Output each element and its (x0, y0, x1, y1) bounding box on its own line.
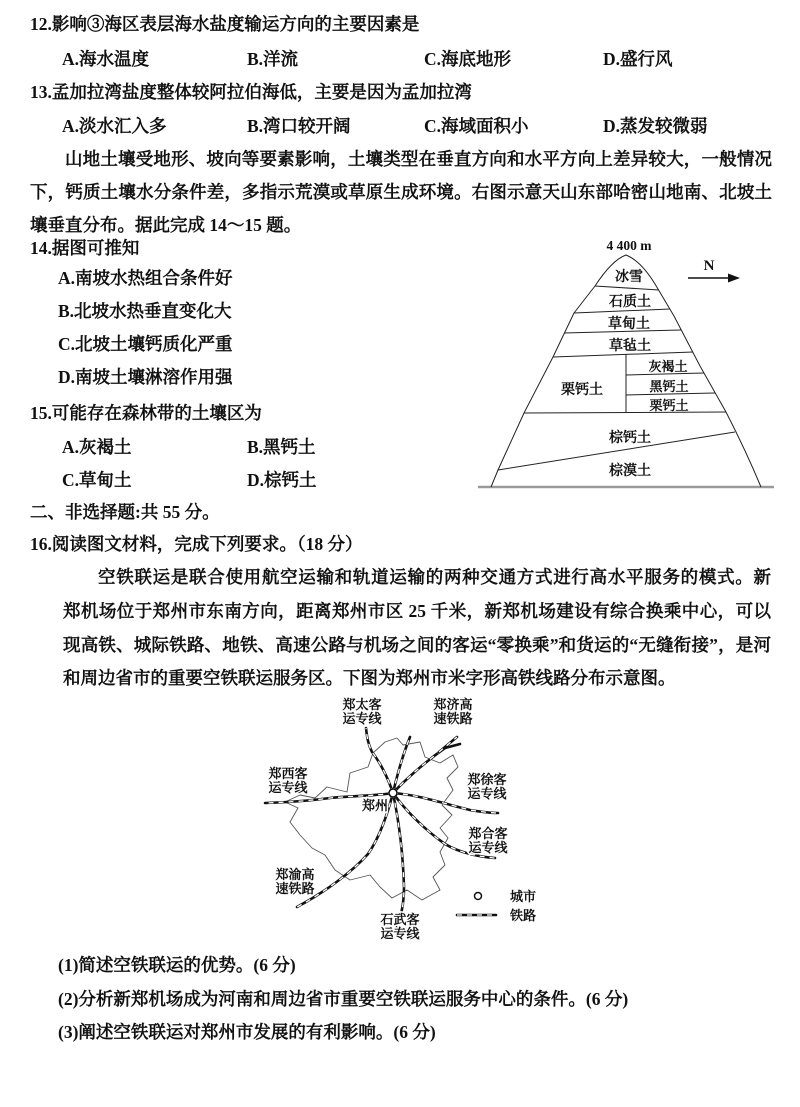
label-zhengyu-2: 速铁路 (275, 881, 315, 896)
intro-line: 下，钙质土壤水分条件差，多指示荒漠或草原生成环境。右图示意天山东部哈密山地南、北坡土 (30, 182, 772, 202)
label-zhengxu-2: 运专线 (467, 786, 507, 801)
legend-city-label: 城市 (509, 889, 537, 904)
soil-profile-svg (478, 238, 792, 493)
material-line: 现高铁、城际铁路、地铁、高速公路与机场之间的客运“零换乘”和货运的“无缝衔接”，是河 (63, 635, 771, 655)
soil-profile-diagram (478, 238, 792, 498)
zone-divider-chestnut (524, 412, 726, 413)
q12-stem: 12.影响③海区表层海水盐度输运方向的主要因素是 (30, 14, 420, 34)
q14-option-b: B.北坡水热垂直变化大 (58, 301, 232, 321)
zone-label-chestnut-right: 栗钙土 (649, 398, 689, 413)
label-zhengxi-1: 郑西客 (268, 766, 308, 781)
q13-option-b: B.湾口较开阔 (247, 116, 351, 136)
zhengzhou-node (389, 789, 397, 797)
q15-option-a: A.灰褐土 (62, 437, 132, 457)
label-zhengxu-1: 郑徐客 (467, 772, 507, 787)
q14-option-c: C.北坡土壤钙质化严重 (58, 334, 233, 354)
q15-stem: 15.可能存在森林带的土壤区为 (30, 403, 262, 423)
q12-options (0, 46, 800, 72)
q12-option-a: A.海水温度 (62, 49, 150, 69)
label-shiwu-1: 石武客 (380, 912, 420, 927)
material-line: 和周边省市的重要空铁联运服务区。下图为郑州市米字形高铁线路分布示意图。 (63, 668, 676, 688)
peak-elevation-label: 4 400 m (606, 238, 652, 253)
q12-option-b: B.洋流 (247, 49, 299, 69)
label-zhengtai-1: 郑太客 (342, 697, 382, 712)
q16-part-1: (1)简述空铁联运的优势。(6 分) (58, 955, 296, 975)
zone-label-stony: 石质土 (609, 295, 651, 310)
q13-option-c: C.海域面积小 (424, 116, 529, 136)
q14-stem: 14.据图可推知 (30, 238, 140, 258)
legend-railway-label: 铁路 (509, 908, 537, 923)
q14-option-d: D.南坡土壤淋溶作用强 (58, 367, 233, 387)
q15-option-c: C.草甸土 (62, 470, 132, 490)
q13-option-a: A.淡水汇入多 (62, 116, 167, 136)
label-zhengxi-2: 运专线 (268, 780, 308, 795)
section2-title: 二、非选择题:共 55 分。 (30, 502, 220, 522)
label-zhengyu-1: 郑渝高 (275, 867, 315, 882)
material-line: 空铁联运是联合使用航空运输和轨道运输的两种交通方式进行高水平服务的模式。新 (98, 567, 771, 587)
legend-city-icon (475, 893, 482, 900)
label-zhengji-2: 速铁路 (433, 711, 473, 726)
north-arrow (688, 258, 740, 283)
q16-material (63, 560, 771, 696)
q12-option-d: D.盛行风 (603, 49, 673, 69)
railway-map-svg (240, 692, 570, 954)
label-zhengtai-2: 运专线 (342, 711, 382, 726)
zone-label-black-calcic: 黑钙土 (649, 379, 689, 394)
label-shiwu-2: 运专线 (380, 926, 420, 941)
q14-option-a: A.南坡水热组合条件好 (58, 268, 233, 288)
zone-label-brown-desert: 棕漠土 (609, 464, 651, 479)
q12-option-c: C.海底地形 (424, 49, 512, 69)
q14-options (58, 262, 458, 394)
zone-label-felt: 草毡土 (609, 339, 651, 354)
north-arrow-head (728, 274, 740, 283)
zone-label-chestnut-left: 栗钙土 (561, 383, 603, 398)
q13-stem: 13.孟加拉湾盐度整体较阿拉伯海低，主要是因为孟加拉湾 (30, 82, 472, 102)
intro-line: 山地土壤受地形、坡向等要素影响，土壤类型在垂直方向和水平方向上差异较大，一般情况 (65, 149, 772, 169)
q16-part-3: (3)阐述空铁联运对郑州市发展的有利影响。(6 分) (58, 1022, 436, 1042)
label-zhenghe-1: 郑合客 (468, 826, 508, 841)
label-zhenghe-2: 运专线 (468, 840, 508, 855)
intro-paragraph-14-15 (30, 143, 772, 242)
q13-options (0, 113, 800, 139)
railway-map (240, 692, 570, 959)
q15-option-d: D.棕钙土 (247, 470, 317, 490)
material-line: 郑机场位于郑州市东南方向，距离郑州市区 25 千米，新郑机场建设有综合换乘中心，可以 (63, 601, 771, 621)
q16-part-2: (2)分析新郑机场成为河南和周边省市重要空铁联运服务中心的条件。(6 分) (58, 989, 629, 1009)
railway-line-shiwu-south (393, 793, 404, 930)
zone-label-ice: 冰雪 (615, 270, 643, 285)
north-arrow-label: N (703, 258, 715, 274)
label-zhengji-1: 郑济高 (433, 697, 473, 712)
q13-option-d: D.蒸发较微弱 (603, 116, 708, 136)
label-zhengzhou: 郑州 (361, 798, 389, 813)
zone-divider-ice (595, 286, 659, 290)
map-legend (457, 889, 536, 923)
intro-line: 壤垂直分布。据此完成 14～15 题。 (30, 215, 302, 235)
zone-label-meadow: 草甸土 (608, 317, 650, 332)
zone-label-brown-calcic: 棕钙土 (609, 431, 651, 446)
zone-label-gray-cinnamon: 灰褐土 (648, 359, 688, 374)
q15-option-b: B.黑钙土 (247, 437, 316, 457)
railway-lines (265, 728, 498, 930)
q16-stem: 16.阅读图文材料，完成下列要求。（18 分） (30, 534, 363, 554)
